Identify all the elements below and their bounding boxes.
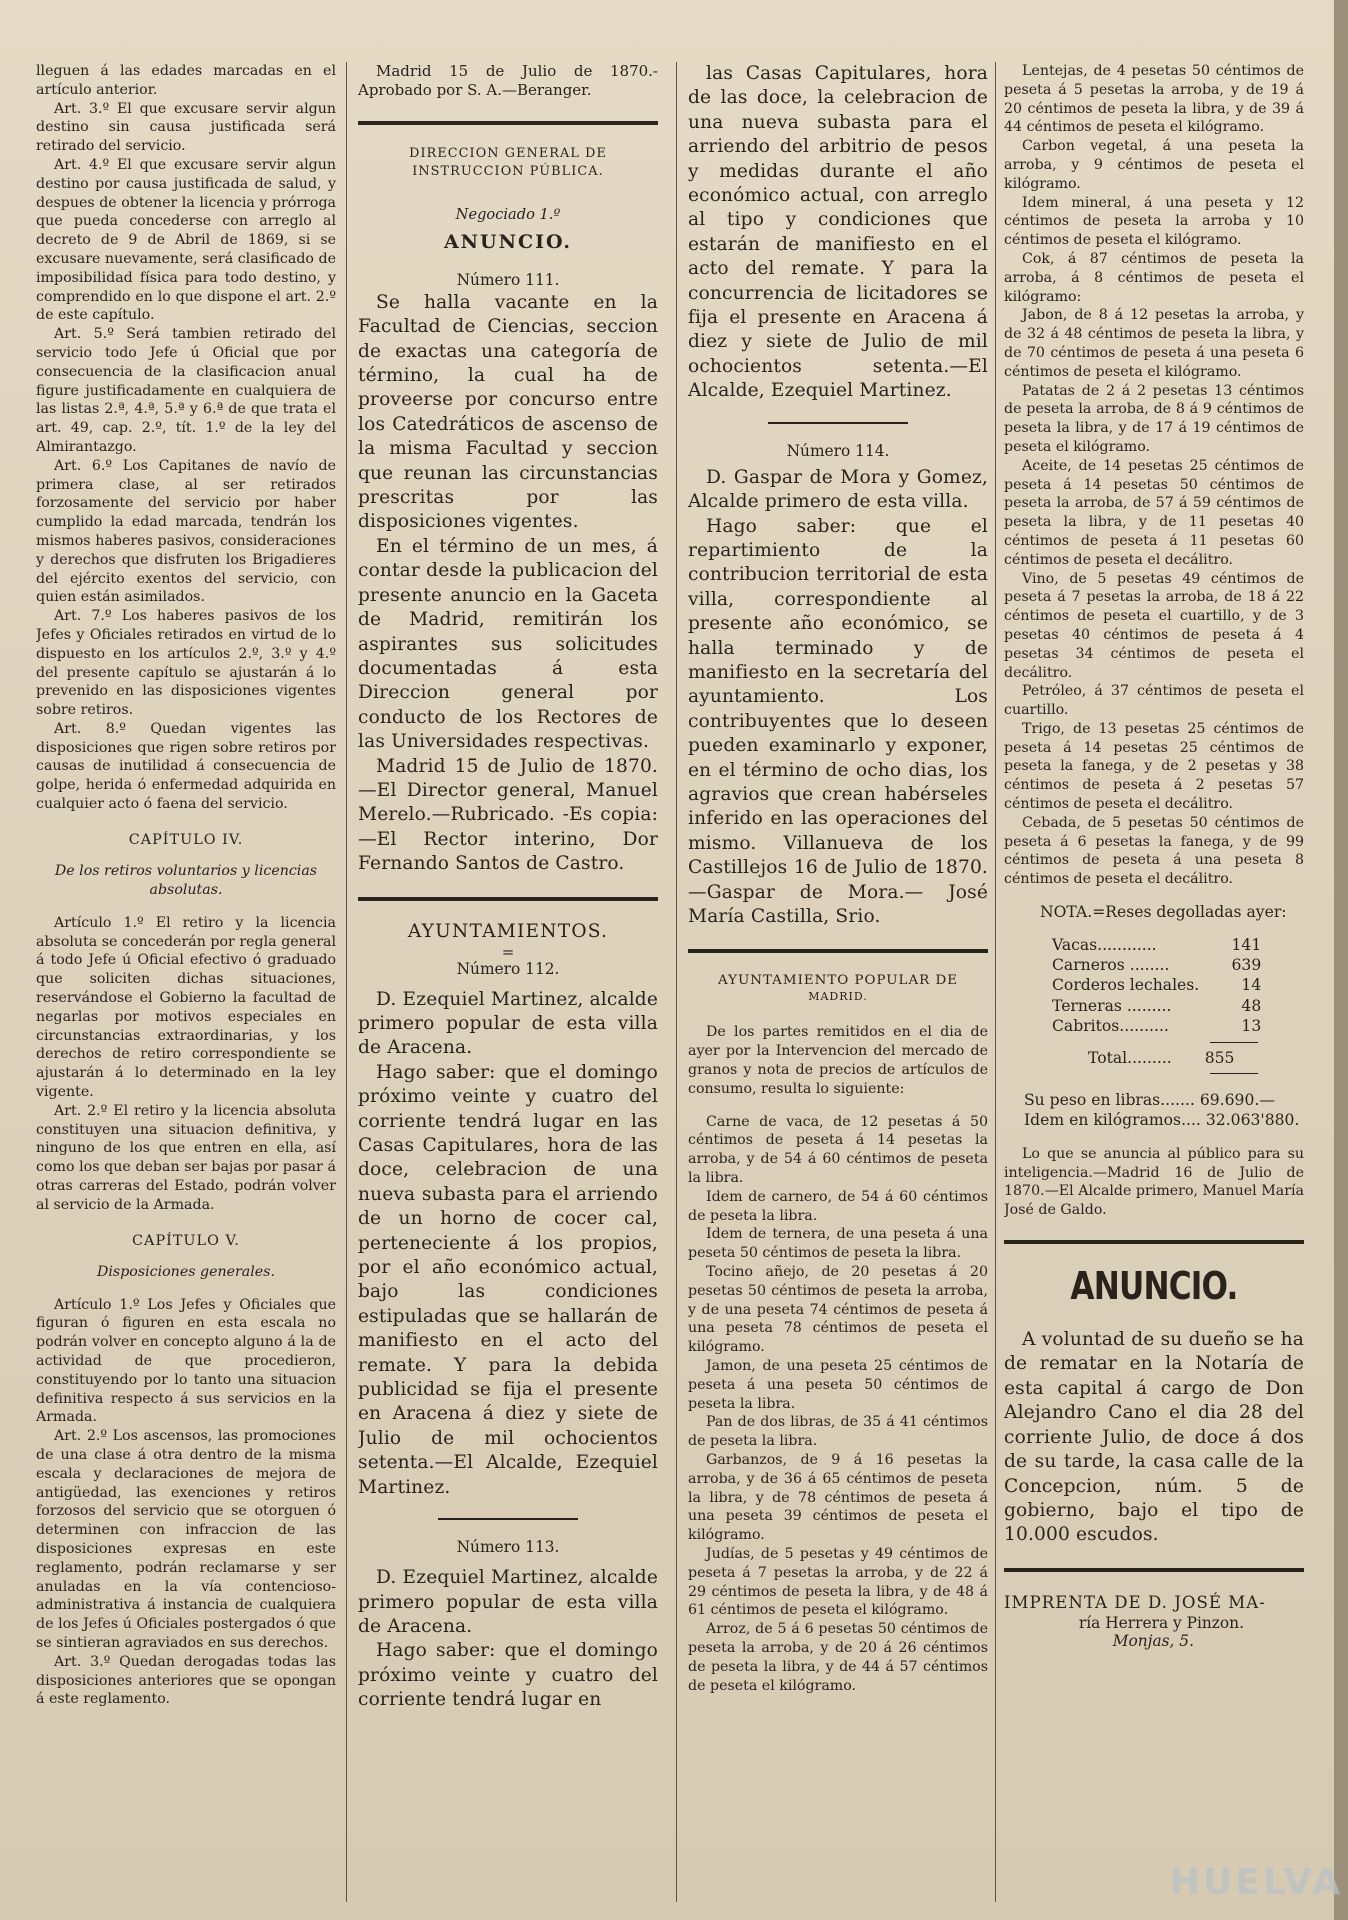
paragraph: Hago saber: que el repartimiento de la contribucion territorial de esta villa, correspondiente al presente año económico, se halla terminado y de manifiesto en la secretaría del ayuntamiento. Los contribuyentes que lo deseen pueden examinarlo y exponer, en el término de ocho dias, los agravios que crean habérseles inferido en las operaciones del mismo. Villanueva de los Castillejos 16 de Julio de 1870.—Gaspar de Mora.— José María Castilla, Srio. xyxy=(688,515,988,927)
paragraph: Madrid 15 de Julio de 1870.—El Director general, Manuel Merelo.—Rubricado. -Es copia:—El Rector interino, Dor Fernando Santos de Castro. xyxy=(358,755,658,875)
row-label: Carneros ........ xyxy=(1052,956,1170,975)
paragraph: Hago saber: que el domingo próximo veinte y cuatro del corriente tendrá lugar en las Casas Capitulares, hora de las doce, celebracion de una nueva subasta para el arriendo de un horno de cocer cal, perteneciente á los propios, por el año económico actual, bajo las condiciones estipuladas que se hallarán de manifiesto en el acto del remate. Y para la debida publicidad se fija el presente en Aracena á diez y siete de Julio de mil ochocientos setenta.—El Alcalde, Ezequiel Martinez. xyxy=(358,1061,658,1498)
article-7: Art. 7.º Los haberes pasivos de los Jefes y Oficiales retirados en virtud de lo dispuesto en los artículos 2.º, 3.º y 4.º del presente capítulo se ajustarán á lo prevenido en las disposiciones vigentes sobre retiros. xyxy=(36,608,336,719)
section-rule xyxy=(1004,1240,1304,1244)
price-item: Trigo, de 13 pesetas 25 céntimos de peseta á 14 pesetas 25 céntimos de peseta la fanega, y de 2 pesetas y 38 céntimos de peseta á 2 pesetas 57 céntimos de peseta el decálitro. xyxy=(1004,720,1304,813)
price-item: Idem mineral, á una peseta y 12 céntimos de peseta la arroba y 10 céntimos de peseta el kilógramo. xyxy=(1004,194,1304,249)
price-item: Carne de vaca, de 12 pesetas á 50 céntimos de peseta á 14 pesetas la arroba, y de 54 á 60 céntimos de peseta la libra. xyxy=(688,1113,988,1186)
article-5: Art. 5.º Será tambien retirado del servicio todo Jefe ú Oficial que por consecuencia de la clasificacion anual figure justificadamente en cualquiera de las listas 2.ª, 4.ª, 5.ª y 6.ª de que trata el art. 49, cap. 2.º, tít. 1.º de la ley del Almirantazgo. xyxy=(36,326,336,455)
notice-number: Número 113. xyxy=(456,1538,560,1557)
article-1: Artículo 1.º El retiro y la licencia absoluta se concederán por regla general á todo Jefe ú Oficial efectivo ó graduado que soliciten dichas situaciones, reservándose el Gobierno la facultad de negarlas por motivos especiales en circunstancias extraordinarias, y los derechos de retiro correspondiente se ajustarán á lo determinado en la ley vigente. xyxy=(36,914,336,1101)
price-item: Tocino añejo, de 20 pesetas á 20 pesetas 50 céntimos de peseta la arroba, y de una peseta 74 céntimos de peseta á una peseta 78 céntimos de peseta el kilógramo. xyxy=(688,1263,988,1356)
paragraph: En el término de un mes, á contar desde la publicacion del presente anuncio en la Gaceta de Madrid, remitirán los aspirantes sus solicitudes documentadas á esta Direccion general por conducto de los Rectores de las Universidades respectivas. xyxy=(358,535,658,753)
chapter-heading: CAPÍTULO V. xyxy=(132,1232,240,1249)
table-row xyxy=(1052,955,1261,975)
row-value: 141 xyxy=(1231,936,1262,955)
price-item: Jamon, de una peseta 25 céntimos de peseta á una peseta 50 céntimos de peseta la libra. xyxy=(688,1357,988,1412)
row-label: Vacas............ xyxy=(1052,936,1157,955)
total-row xyxy=(1088,1049,1304,1067)
article-3: Art. 3.º El que excusare servir algun destino sin causa justificada será retirado del servicio. xyxy=(36,100,336,155)
column-rule xyxy=(995,62,996,1902)
notice-number: Número 111. xyxy=(456,270,560,289)
weight-line: Idem en kilógramos.... 32.063'880. xyxy=(1024,1111,1300,1130)
paragraph: Madrid 15 de Julio de 1870.-Aprobado por S. A.—Beranger. xyxy=(358,62,658,100)
row-value: 639 xyxy=(1231,956,1262,975)
price-item: Vino, de 5 pesetas 49 céntimos de peseta á 7 pesetas la arroba, de 18 á 22 céntimos de peseta el cuartillo, y de 3 pesetas 40 céntimos de peseta á 4 pesetas 34 céntimos de peseta el decálitro. xyxy=(1004,570,1304,681)
section-subheading: MADRID. xyxy=(808,990,868,1004)
table-row xyxy=(1052,935,1261,955)
notice-heading: ANUNCIO. xyxy=(443,230,573,253)
price-item: Cok, á 87 céntimos de peseta la arroba, á 8 céntimos de peseta el kilógramo: xyxy=(1004,250,1304,305)
section-rule xyxy=(688,949,988,953)
paragraph: D. Ezequiel Martinez, alcalde primero popular de esta villa de Aracena. xyxy=(358,1567,658,1637)
price-item: Lentejas, de 4 pesetas 50 céntimos de peseta á 5 pesetas la arroba, y de 19 á 20 céntimos de peseta la libra, y de 39 á 44 céntimos de peseta el kilógramo. xyxy=(1004,63,1304,136)
section-heading: AYUNTAMIENTO POPULAR DE xyxy=(718,973,958,989)
column-2 xyxy=(358,62,658,1902)
price-item: Idem de carnero, de 54 á 60 céntimos de peseta la libra. xyxy=(688,1188,988,1224)
sum-rule xyxy=(1210,1042,1258,1043)
page-edge xyxy=(1334,0,1348,1920)
column-4 xyxy=(1004,62,1304,1902)
column-1 xyxy=(36,62,336,1902)
notice-number: Número 114. xyxy=(786,441,890,460)
price-item: Carbon vegetal, á una peseta la arroba, y 9 céntimos de peseta el kilógramo. xyxy=(1004,138,1304,192)
price-item: Patatas de 2 á 2 pesetas 13 céntimos de peseta la arroba, de 8 á 9 céntimos de peseta la libra, y de 17 á 19 céntimos de peseta el kilógramo. xyxy=(1004,382,1304,455)
price-item: Cebada, de 5 pesetas 50 céntimos de peseta á 6 pesetas la fanega, y de 99 céntimos de peseta á una peseta 8 céntimos de peseta el decálitro. xyxy=(1004,814,1304,888)
paragraph: Lo que se anuncia al público para su inteligencia.—Madrid 16 de Julio de 1870.—El Alcalde primero, Manuel María José de Galdo. xyxy=(1004,1145,1304,1219)
printer-address: Monjas, 5. xyxy=(1112,1631,1194,1650)
row-value: 13 xyxy=(1241,1016,1262,1035)
article-2: Art. 2.º El retiro y la licencia absoluta constituyen una situacion definitiva, y ninguno de los que entren en ella, así como los que deban ser bajas por pasar á otras carreras del Estado, podrán volver al servicio de la Armada. xyxy=(36,1102,336,1213)
livestock-table xyxy=(1052,935,1261,1036)
weight-line: Su peso en libras....... 69.690.— xyxy=(1024,1091,1275,1110)
section-heading: AYUNTAMIENTOS. xyxy=(407,920,609,942)
price-item: Garbanzos, de 9 á 16 pesetas la arroba, y de 36 á 65 céntimos de peseta la libra, y de 78 céntimos de peseta á una peseta 39 céntimos de peseta el kilógramo. xyxy=(688,1451,988,1544)
price-item: Arroz, de 5 á 6 pesetas 50 céntimos de peseta la arroba, y de 20 á 26 céntimos de peseta la libra, y de 44 á 57 céntimos de peseta el kilógramo. xyxy=(688,1621,988,1694)
article-4: Art. 4.º El que excusare servir algun destino por causa justificada de salud, y despues de obtener la licencia y prórroga que pueda concederse con arreglo al decreto de 9 de Abril de 1869, si se excusare nuevamente, será clasificado de imposibilidad física para todo destino, y comprendido en lo que dispone el art. 2.º de este capítulo. xyxy=(36,156,336,324)
column-rule xyxy=(346,62,347,1902)
price-item: Petróleo, á 37 céntimos de peseta el cuartillo. xyxy=(1004,683,1304,719)
chapter-title: Disposiciones generales. xyxy=(97,1263,275,1280)
article-1: Artículo 1.º Los Jefes y Oficiales que figuran ó figuren en esta escala no podrán volver en concepto alguno á la de actividad de que procedieron, constituyendo por lo tanto una situacion definitiva respecto á sus servicios en la Armada. xyxy=(36,1296,336,1426)
total-label: Total......... xyxy=(1088,1049,1172,1068)
paragraph: Hago saber: que el domingo próximo veinte y cuatro del corriente tendrá lugar en xyxy=(358,1640,658,1711)
notice-heading: ANUNCIO. xyxy=(1070,1264,1238,1309)
row-label: Terneras ......... xyxy=(1052,996,1172,1015)
article-3: Art. 3.º Quedan derogadas todas las disposiciones anteriores que se opongan á este reglamento. xyxy=(36,1653,336,1708)
library-watermark: HUELVA xyxy=(1170,1862,1344,1903)
table-row xyxy=(1052,996,1261,1016)
chapter-title: De los retiros voluntarios y licencias absolutas. xyxy=(54,862,318,898)
price-item: Jabon, de 8 á 12 pesetas la arroba, y de 32 á 48 céntimos de peseta la libra, y de 70 céntimos de peseta á una peseta 6 céntimos de peseta el kilógramo. xyxy=(1004,307,1304,380)
paragraph: las Casas Capitulares, hora de las doce, la celebracion de una nueva subasta para el arriendo del arbitrio de pesos y medidas durante el año económico actual, con arreglo al tipo y condiciones que estarán de manifiesto en el acto del remate. Y para la concurrencia de licitadores se fija el presente en Aracena á diez y siete de Julio de mil ochocientos setenta.—El Alcalde, Ezequiel Martinez. xyxy=(688,63,988,402)
printer-imprint: IMPRENTA DE D. JOSÉ MA- xyxy=(1004,1592,1266,1612)
price-item: Aceite, de 14 pesetas 25 céntimos de peseta á 14 pesetas 50 céntimos de peseta la arroba, de 57 á 59 céntimos de peseta la libra, y de 11 pesetas 40 céntimos de peseta á 11 pesetas 60 céntimos de peseta el decálitro. xyxy=(1004,457,1304,568)
article-6: Art. 6.º Los Capitanes de navío de primera clase, al ser retirados forzosamente del servicio por haber cumplido la edad marcada, tendrán los mismos haberes pasivos, consideraciones y derechos que disfruten los Brigadieres del ejército exentos del servicio, con quien están asimilados. xyxy=(36,457,336,606)
article-2: Art. 2.º Los ascensos, las promociones de una clase á otra dentro de la misma escala y declaraciones de mejora de antigüedad, las exenciones y retiros forzosos del servicio que se otorguen ó determinen con infraccion de las disposiciones expresas en este reglamento, podrán reclamarse y ser anuladas en la vía contencioso-administrativa á instancia de cualquiera de los Jefes ú Oficiales postergados ó que se sintieran agraviados en sus derechos. xyxy=(36,1428,336,1651)
divider xyxy=(438,1518,578,1520)
section-rule xyxy=(358,121,658,125)
subheading: Negociado 1.º xyxy=(455,205,561,223)
total-value: 855 xyxy=(1204,1049,1235,1068)
chapter-heading: CAPÍTULO IV. xyxy=(128,831,244,848)
notice-number: Número 112. xyxy=(456,959,560,978)
paragraph: D. Ezequiel Martinez, alcalde primero popular de esta villa de Aracena. xyxy=(358,988,658,1059)
note-heading: NOTA.=Reses degolladas ayer: xyxy=(1040,903,1287,922)
row-label: Cabritos.......... xyxy=(1052,1016,1169,1035)
price-item: Pan de dos libras, de 35 á 41 céntimos de peseta la libra. xyxy=(688,1414,988,1450)
column-3 xyxy=(688,62,988,1902)
printer-imprint: ría Herrera y Pinzon. xyxy=(1078,1613,1244,1632)
column-rule xyxy=(676,62,677,1902)
divider-mark: = xyxy=(501,942,515,961)
row-value: 14 xyxy=(1241,976,1262,995)
divider xyxy=(768,422,908,424)
section-rule xyxy=(1004,1568,1304,1572)
paragraph: lleguen á las edades marcadas en el artículo anterior. xyxy=(36,63,336,98)
row-value: 48 xyxy=(1241,996,1262,1015)
paragraph: A voluntad de su dueño se ha de rematar en la Notaría de esta capital á cargo de Don Alejandro Cano el dia 28 del corriente Julio, de doce á dos de su tarde, la casa calle de la Concepcion, núm. 5 de gobierno, bajo el tipo de 10.000 escudos. xyxy=(1004,1329,1304,1546)
price-item: Judías, de 5 pesetas y 49 céntimos de peseta á 7 pesetas la arroba, y de 22 á 29 céntimos de peseta la libra, y de 48 á 61 céntimos de peseta el kilógramo. xyxy=(688,1545,988,1619)
price-item: Idem de ternera, de una peseta á una peseta 50 céntimos de peseta la libra. xyxy=(688,1226,988,1262)
table-row xyxy=(1052,1016,1261,1036)
table-row xyxy=(1052,975,1261,995)
paragraph: D. Gaspar de Mora y Gomez, Alcalde primero de esta villa. xyxy=(688,466,988,513)
sum-rule xyxy=(1210,1073,1258,1074)
article-8: Art. 8.º Quedan vigentes las disposiciones que rigen sobre retiros por causas de inutilidad á consecuencia de golpe, herida ó enfermedad adquirida en cualquier acto ó faena del servicio. xyxy=(36,720,336,813)
section-heading: DIRECCION GENERAL DE INSTRUCCION PÚBLICA. xyxy=(409,145,607,180)
paragraph: Se halla vacante en la Facultad de Ciencias, seccion de exactas una categoría de término, la cual ha de proveerse por concurso entre los Catedráticos de ascenso de la misma Facultad y seccion que reunan las circunstancias prescritas por las disposiciones vigentes. xyxy=(358,291,658,533)
section-rule xyxy=(358,897,658,901)
row-label: Corderos lechales. xyxy=(1052,976,1200,995)
paragraph: De los partes remitidos en el dia de ayer por la Intervencion del mercado de granos y nota de precios de artículos de consumo, resulta lo siguiente: xyxy=(688,1024,988,1097)
